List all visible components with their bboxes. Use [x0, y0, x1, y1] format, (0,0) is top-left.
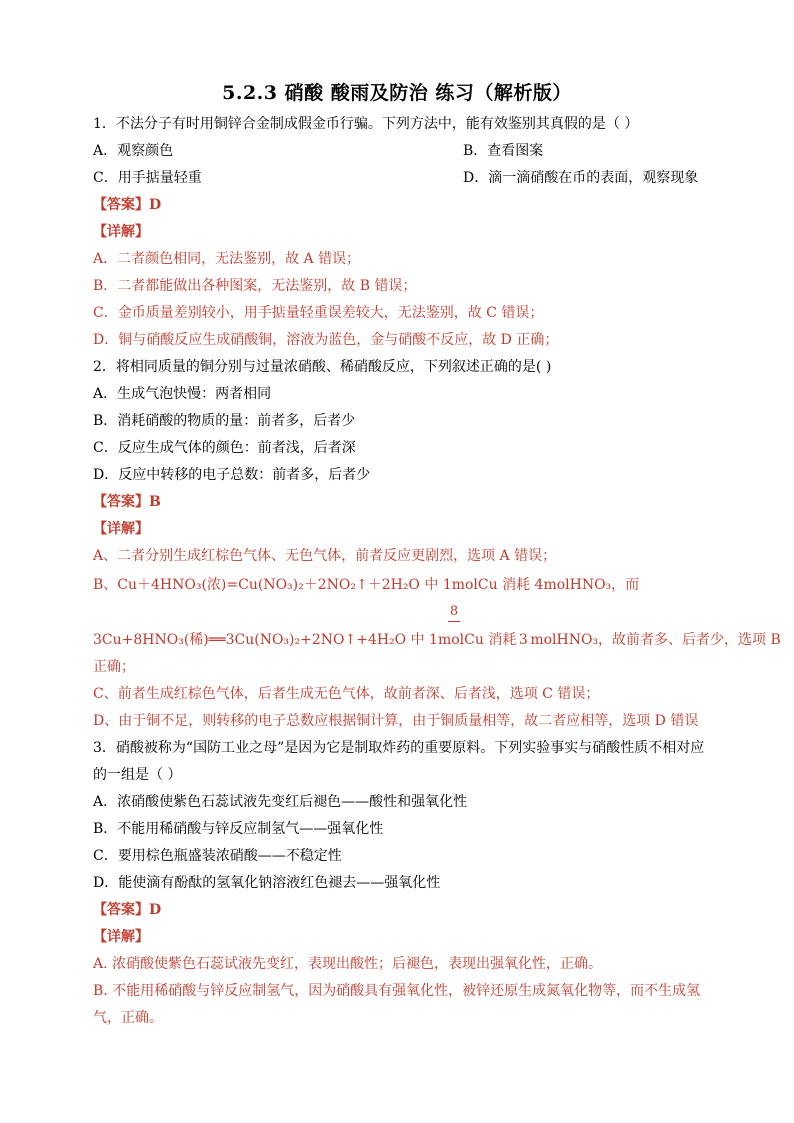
- q3-explanation-a: A. 浓硝酸使紫色石蕊试液先变红，表现出酸性；后褪色，表现出强氧化性，正确。: [93, 956, 603, 972]
- q1-explanation-c: C．金币质量差别较小，用手掂量轻重误差较大，无法鉴别，故 C 错误；: [93, 305, 544, 321]
- q2-stem: 2．将相同质量的铜分别与过量浓硝酸、稀硝酸反应，下列叙述正确的是( ): [93, 359, 552, 375]
- q1-explanation-d: D．铜与硝酸反应生成硝酸铜，溶液为蓝色，金与硝酸不反应，故 D 正确；: [93, 332, 559, 348]
- q1-explanation-b: B．二者都能做出各种图案，无法鉴别，故 B 错误；: [93, 278, 417, 294]
- q1-stem: 1．不法分子有时用铜锌合金制成假金币行骗。下列方法中，能有效鉴别其真假的是（ ）: [93, 116, 639, 132]
- q2-fraction-denominator: 3: [518, 632, 528, 648]
- q1-option-d: D．滴一滴硝酸在币的表面，观察现象: [463, 170, 699, 186]
- q2-option-a: A．生成气泡快慢：两者相同: [93, 386, 272, 402]
- q2-fraction: [448, 604, 460, 624]
- q1-options-row2: [93, 168, 708, 188]
- q1-answer: 【答案】D: [93, 197, 162, 213]
- q3-answer: 【答案】D: [93, 902, 162, 918]
- q1-explanation-a: A．二者颜色相同，无法鉴别，故 A 错误；: [93, 251, 361, 267]
- q3-stem-line2: 的一组是（ ）: [93, 767, 182, 783]
- q1-detail-label: 【详解】: [93, 224, 149, 240]
- q3-option-a: A．浓硝酸使紫色石蕊试液先变红后褪色——酸性和强氧化性: [93, 794, 468, 810]
- q1-option-a: A．观察颜色: [93, 143, 174, 159]
- q2-explanation-a: A、二者分别生成红棕色气体、无色气体，前者反应更剧烈，选项 A 错误；: [93, 548, 557, 564]
- q3-detail-label: 【详解】: [93, 929, 149, 945]
- q1-options-row1: [93, 141, 708, 161]
- q2-explanation-b-line3: 正确；: [93, 659, 135, 675]
- q2-option-d: D．反应中转移的电子总数：前者多，后者少: [93, 467, 371, 483]
- q2-explanation-b-tail: molHNO₃，故前者多、后者少，选项 B: [530, 632, 781, 648]
- q3-explanation-b-line1: B. 不能用稀硝酸与锌反应制氢气，因为硝酸具有强氧化性，被锌还原生成氮氧化物等，而不生成氢: [93, 983, 701, 999]
- q3-explanation-b-line2: 气，正确。: [93, 1010, 163, 1026]
- q2-equation-dilute: 3Cu+8HNO₃(稀)══3Cu(NO₃)₂+2NO↑+4H₂O 中 1molCu 消耗: [93, 632, 517, 648]
- page-title: 5.2.3 硝酸 酸雨及防治 练习（解析版）: [222, 82, 572, 104]
- fraction-bar: [448, 621, 460, 622]
- q1-option-c: C．用手掂量轻重: [93, 170, 202, 186]
- q2-detail-label: 【详解】: [93, 521, 149, 537]
- q3-option-b: B．不能用稀硝酸与锌反应制氢气——强氧化性: [93, 821, 384, 837]
- q2-option-b: B．消耗硝酸的物质的量：前者多，后者少: [93, 413, 356, 429]
- q3-stem-line1: 3．硝酸被称为“国防工业之母”是因为它是制取炸药的重要原料。下列实验事实与硝酸性质不相对应: [93, 740, 705, 756]
- q2-option-c: C．反应生成气体的颜色：前者浅，后者深: [93, 440, 356, 456]
- q2-explanation-b-line1: B、Cu＋4HNO₃(浓)=Cu(NO₃)₂＋2NO₂↑＋2H₂O 中 1molCu 消耗 4molHNO₃，而: [93, 577, 640, 593]
- q3-option-d: D．能使滴有酚酞的氢氧化钠溶液红色褪去——强氧化性: [93, 875, 441, 891]
- q2-fraction-numerator: 8: [449, 604, 459, 619]
- q1-option-b: B．查看图案: [463, 143, 544, 159]
- q2-answer: 【答案】B: [93, 494, 161, 510]
- q2-explanation-b-line2: [93, 630, 781, 650]
- q2-explanation-c: C、前者生成红棕色气体，后者生成无色气体，故前者深、后者浅，选项 C 错误；: [93, 686, 600, 702]
- q3-option-c: C．要用棕色瓶盛装浓硝酸——不稳定性: [93, 848, 342, 864]
- q2-explanation-d: D、由于铜不足，则转移的电子总数应根据铜计算，由于铜质量相等，故二者应相等，选项 D 错误: [93, 713, 699, 729]
